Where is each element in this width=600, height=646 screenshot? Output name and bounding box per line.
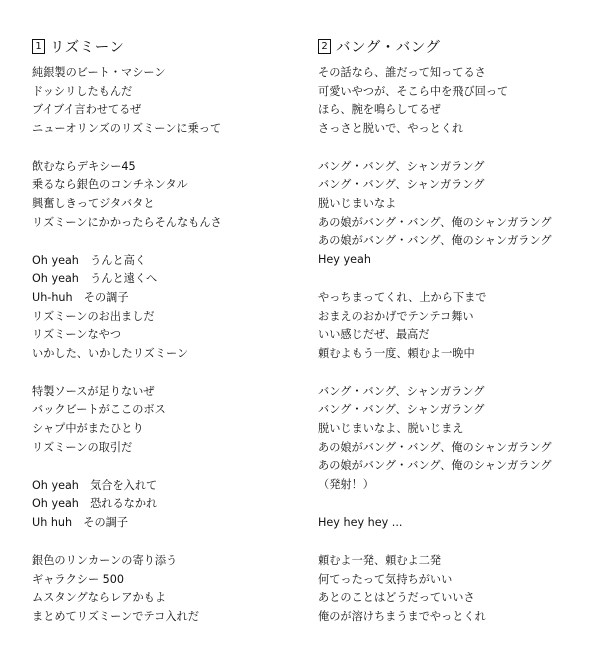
lyric-line: さっさと脱いで、やっとくれ	[318, 121, 464, 135]
lyric-line: バング・バング、シャンガラング	[318, 384, 485, 398]
lyric-line: いい感じだぜ、最高だ	[318, 328, 430, 342]
lyric-line: バックビートがここのボス	[32, 403, 166, 417]
lyric-stanza	[32, 477, 302, 533]
lyric-line: Oh yeah うんと遠くへ	[32, 272, 158, 286]
lyric-line: Hey hey hey ...	[318, 515, 403, 529]
song-2-heading	[318, 36, 588, 56]
lyric-stanza	[32, 252, 302, 364]
song-1-column	[32, 36, 302, 646]
lyric-stanza	[32, 552, 302, 626]
lyric-line: 特製ソースが足りないぜ	[32, 384, 155, 398]
lyric-line: Oh yeah うんと高く	[32, 253, 147, 267]
lyric-line: 純銀製のビート・マシーン	[32, 66, 166, 79]
lyric-line: その話なら、誰だって知ってるさ	[318, 66, 486, 79]
lyric-line: おまえのおかげでテンテコ舞い	[318, 309, 474, 323]
lyric-line: あの娘がバング・バング、俺のシャンガラング	[318, 215, 552, 229]
song-1-number-box: 1	[32, 39, 45, 54]
lyric-line: 頼むよもう一度、頼むよ一晩中	[318, 346, 475, 360]
lyric-line: 何てったって気持ちがいい	[318, 572, 453, 586]
lyric-stanza	[318, 514, 588, 533]
lyric-line: いかした、いかしたリズミーン	[32, 346, 189, 360]
lyric-line: ギャラクシー 500	[32, 572, 125, 586]
lyric-stanza	[32, 64, 302, 138]
song-1-heading	[32, 36, 302, 56]
lyric-line: リズミーンにかかったらそんなもんさ	[32, 215, 222, 229]
lyric-line: 俺のが溶けちまうまでやっとくれ	[318, 609, 486, 623]
lyric-line: 乗るなら銀色のコンチネンタル	[32, 178, 188, 192]
lyric-line: バング・バング、シャンガラング	[318, 403, 485, 417]
song-2-column	[318, 36, 588, 646]
lyric-line: ブイブイ言わせてるぜ	[32, 103, 142, 117]
lyric-line: リズミーンのお出ましだ	[32, 309, 155, 323]
lyric-line: リズミーンなやつ	[32, 328, 122, 342]
lyric-line: あの娘がバング・バング、俺のシャンガラング	[318, 440, 552, 454]
lyric-stanza	[318, 64, 588, 138]
lyric-line: Oh yeah 恐れるなかれ	[32, 497, 158, 511]
lyric-stanza	[32, 383, 302, 457]
lyric-line: リズミーンの取引だ	[32, 440, 133, 454]
lyric-line: Hey yeah	[318, 252, 371, 266]
lyric-line: 脱いじまいなよ、脱いじまえ	[318, 422, 464, 435]
lyric-line: 可愛いやつが、そこら中を飛び回って	[318, 84, 509, 98]
lyric-line: ニューオリンズのリズミーンに乗って	[32, 121, 222, 135]
lyric-line: 飲むならデキシー45	[32, 159, 136, 173]
lyric-line: Oh yeah 気合を入れて	[32, 478, 158, 492]
lyric-line: やっちまってくれ、上から下まで	[318, 290, 487, 304]
lyric-line: 銀色のリンカーンの寄り添う	[32, 553, 178, 567]
lyric-line: シャプ中がまたひとり	[32, 422, 144, 435]
song-2-title: バング・バング	[336, 39, 441, 56]
lyric-line: あの娘がバング・バング、俺のシャンガラング	[318, 459, 552, 473]
lyric-line: バング・バング、シャンガラング	[318, 159, 485, 173]
lyric-line: あとのことはどうだっていいさ	[318, 591, 475, 605]
lyric-stanza	[318, 158, 588, 270]
song-1-lyrics	[32, 64, 302, 626]
lyric-line: 興奮しきってジタバタと	[32, 197, 155, 211]
lyric-line: Uh-huh その調子	[32, 290, 129, 304]
song-2-lyrics	[318, 64, 588, 626]
lyric-line: まとめてリズミーンでテコ入れだ	[32, 609, 199, 623]
song-2-number-box: 2	[318, 39, 331, 54]
lyric-line: （発射！）	[318, 477, 374, 491]
lyric-stanza	[318, 552, 588, 626]
lyric-line: 頼むよ一発、頼むよ二発	[318, 553, 442, 567]
lyric-stanza	[32, 158, 302, 232]
lyric-line: あの娘がバング・バング、俺のシャンガラング	[318, 234, 552, 248]
lyric-line: ほら、腕を鳴らしてるぜ	[318, 103, 441, 117]
lyric-stanza	[318, 383, 588, 495]
song-1-title: リズミーン	[50, 39, 125, 56]
lyric-line: バング・バング、シャンガラング	[318, 178, 485, 192]
lyric-line: ドッシリしたもんだ	[32, 84, 133, 98]
lyric-stanza	[318, 289, 588, 363]
lyric-line: 脱いじまいなよ	[318, 197, 397, 211]
lyric-line: ムスタングならレアかもよ	[32, 591, 167, 605]
lyric-line: Uh huh その調子	[32, 515, 129, 529]
